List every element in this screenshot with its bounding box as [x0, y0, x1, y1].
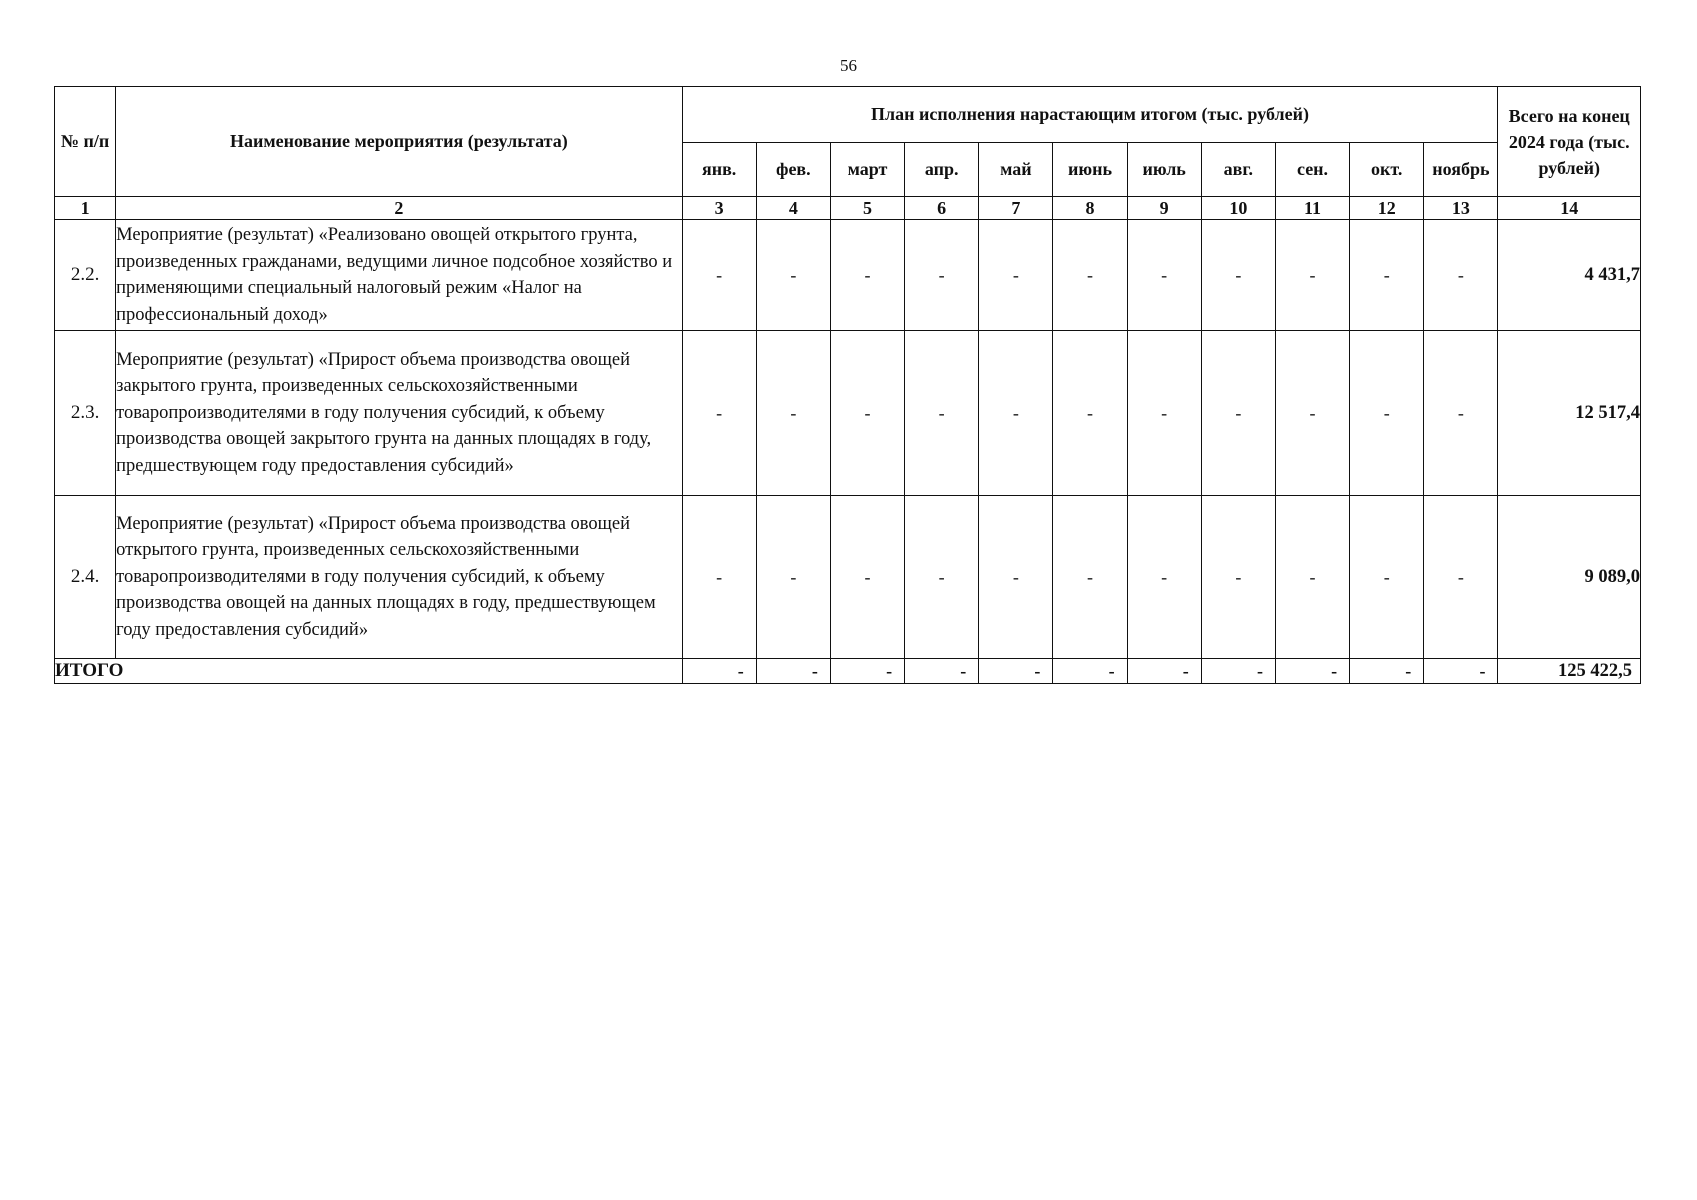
month-header: май [979, 143, 1053, 197]
itogo-month-value: - [905, 659, 979, 684]
header-plan: План исполнения нарастающим итогом (тыс. рублей) [682, 87, 1498, 143]
month-header: авг. [1201, 143, 1275, 197]
column-number: 14 [1498, 197, 1641, 220]
table-row [55, 220, 1641, 331]
itogo-month-value: - [756, 659, 830, 684]
row-total: 9 089,0 [1498, 496, 1641, 659]
header-total: Всего на конец 2024 года (тыс. рублей) [1498, 87, 1641, 197]
itogo-month-value: - [1201, 659, 1275, 684]
column-number: 1 [55, 197, 116, 220]
column-number-row [55, 197, 1641, 220]
month-value: - [1424, 331, 1498, 496]
month-value: - [979, 220, 1053, 331]
month-value: - [1053, 496, 1127, 659]
month-value: - [756, 496, 830, 659]
itogo-month-value: - [830, 659, 904, 684]
column-number: 9 [1127, 197, 1201, 220]
month-value: - [1350, 496, 1424, 659]
header-num: № п/п [55, 87, 116, 197]
row-name: Мероприятие (результат) «Прирост объема производства овощей открытого грунта, произведенных сельскохозяйственными товаропроизводителями в году получения субсидий, к объему производства овощей на данных площадях в году, предшествующем году предоставления субсидий» [116, 496, 682, 659]
month-value: - [1127, 496, 1201, 659]
row-index: 2.2. [55, 220, 116, 331]
column-number: 10 [1201, 197, 1275, 220]
month-header: июль [1127, 143, 1201, 197]
month-value: - [1275, 331, 1349, 496]
column-number: 11 [1275, 197, 1349, 220]
month-value: - [1350, 220, 1424, 331]
month-header: сен. [1275, 143, 1349, 197]
month-value: - [830, 220, 904, 331]
month-value: - [1350, 331, 1424, 496]
itogo-month-value: - [979, 659, 1053, 684]
month-value: - [682, 496, 756, 659]
page-number: 56 [840, 56, 857, 75]
month-value: - [756, 220, 830, 331]
row-total: 4 431,7 [1498, 220, 1641, 331]
month-value: - [1201, 496, 1275, 659]
month-header: июнь [1053, 143, 1127, 197]
month-value: - [1201, 331, 1275, 496]
column-number: 7 [979, 197, 1053, 220]
column-number: 4 [756, 197, 830, 220]
month-header: апр. [905, 143, 979, 197]
column-number: 5 [830, 197, 904, 220]
month-header: ноябрь [1424, 143, 1498, 197]
month-header: март [830, 143, 904, 197]
month-value: - [1053, 331, 1127, 496]
row-name: Мероприятие (результат) «Реализовано овощей открытого грунта, произведенных гражданами, ведущими личное подсобное хозяйство и применяющими специальный налоговый режим «Налог на профессиональный доход» [116, 220, 682, 331]
month-value: - [830, 496, 904, 659]
table-row [55, 331, 1641, 496]
row-index: 2.3. [55, 331, 116, 496]
month-value: - [905, 220, 979, 331]
month-value: - [1053, 220, 1127, 331]
column-number: 3 [682, 197, 756, 220]
column-number: 6 [905, 197, 979, 220]
itogo-month-value: - [1350, 659, 1424, 684]
itogo-month-value: - [1053, 659, 1127, 684]
itogo-month-value: - [1275, 659, 1349, 684]
month-value: - [1275, 496, 1349, 659]
month-value: - [1275, 220, 1349, 331]
month-value: - [682, 331, 756, 496]
month-value: - [682, 220, 756, 331]
month-value: - [1127, 220, 1201, 331]
itogo-row [55, 659, 1641, 684]
itogo-label: ИТОГО [55, 659, 683, 684]
itogo-month-value: - [1127, 659, 1201, 684]
itogo-total: 125 422,5 [1498, 659, 1641, 684]
month-value: - [756, 331, 830, 496]
month-value: - [1424, 496, 1498, 659]
plan-table [54, 86, 1641, 684]
month-header: фев. [756, 143, 830, 197]
column-number: 2 [116, 197, 682, 220]
itogo-month-value: - [1424, 659, 1498, 684]
month-value: - [905, 331, 979, 496]
month-header: окт. [1350, 143, 1424, 197]
month-value: - [1127, 331, 1201, 496]
column-number: 8 [1053, 197, 1127, 220]
month-value: - [1424, 220, 1498, 331]
table-row [55, 496, 1641, 659]
month-value: - [905, 496, 979, 659]
row-total: 12 517,4 [1498, 331, 1641, 496]
month-header: янв. [682, 143, 756, 197]
row-name: Мероприятие (результат) «Прирост объема производства овощей закрытого грунта, произведенных сельскохозяйственными товаропроизводителями в году получения субсидий, к объему производства овощей закрытого грунта на данных площадях в году, предшествующем году предоставления субсидий» [116, 331, 682, 496]
column-number: 12 [1350, 197, 1424, 220]
month-value: - [979, 496, 1053, 659]
column-number: 13 [1424, 197, 1498, 220]
month-value: - [979, 331, 1053, 496]
itogo-month-value: - [682, 659, 756, 684]
month-value: - [1201, 220, 1275, 331]
header-name: Наименование мероприятия (результата) [116, 87, 682, 197]
month-value: - [830, 331, 904, 496]
row-index: 2.4. [55, 496, 116, 659]
